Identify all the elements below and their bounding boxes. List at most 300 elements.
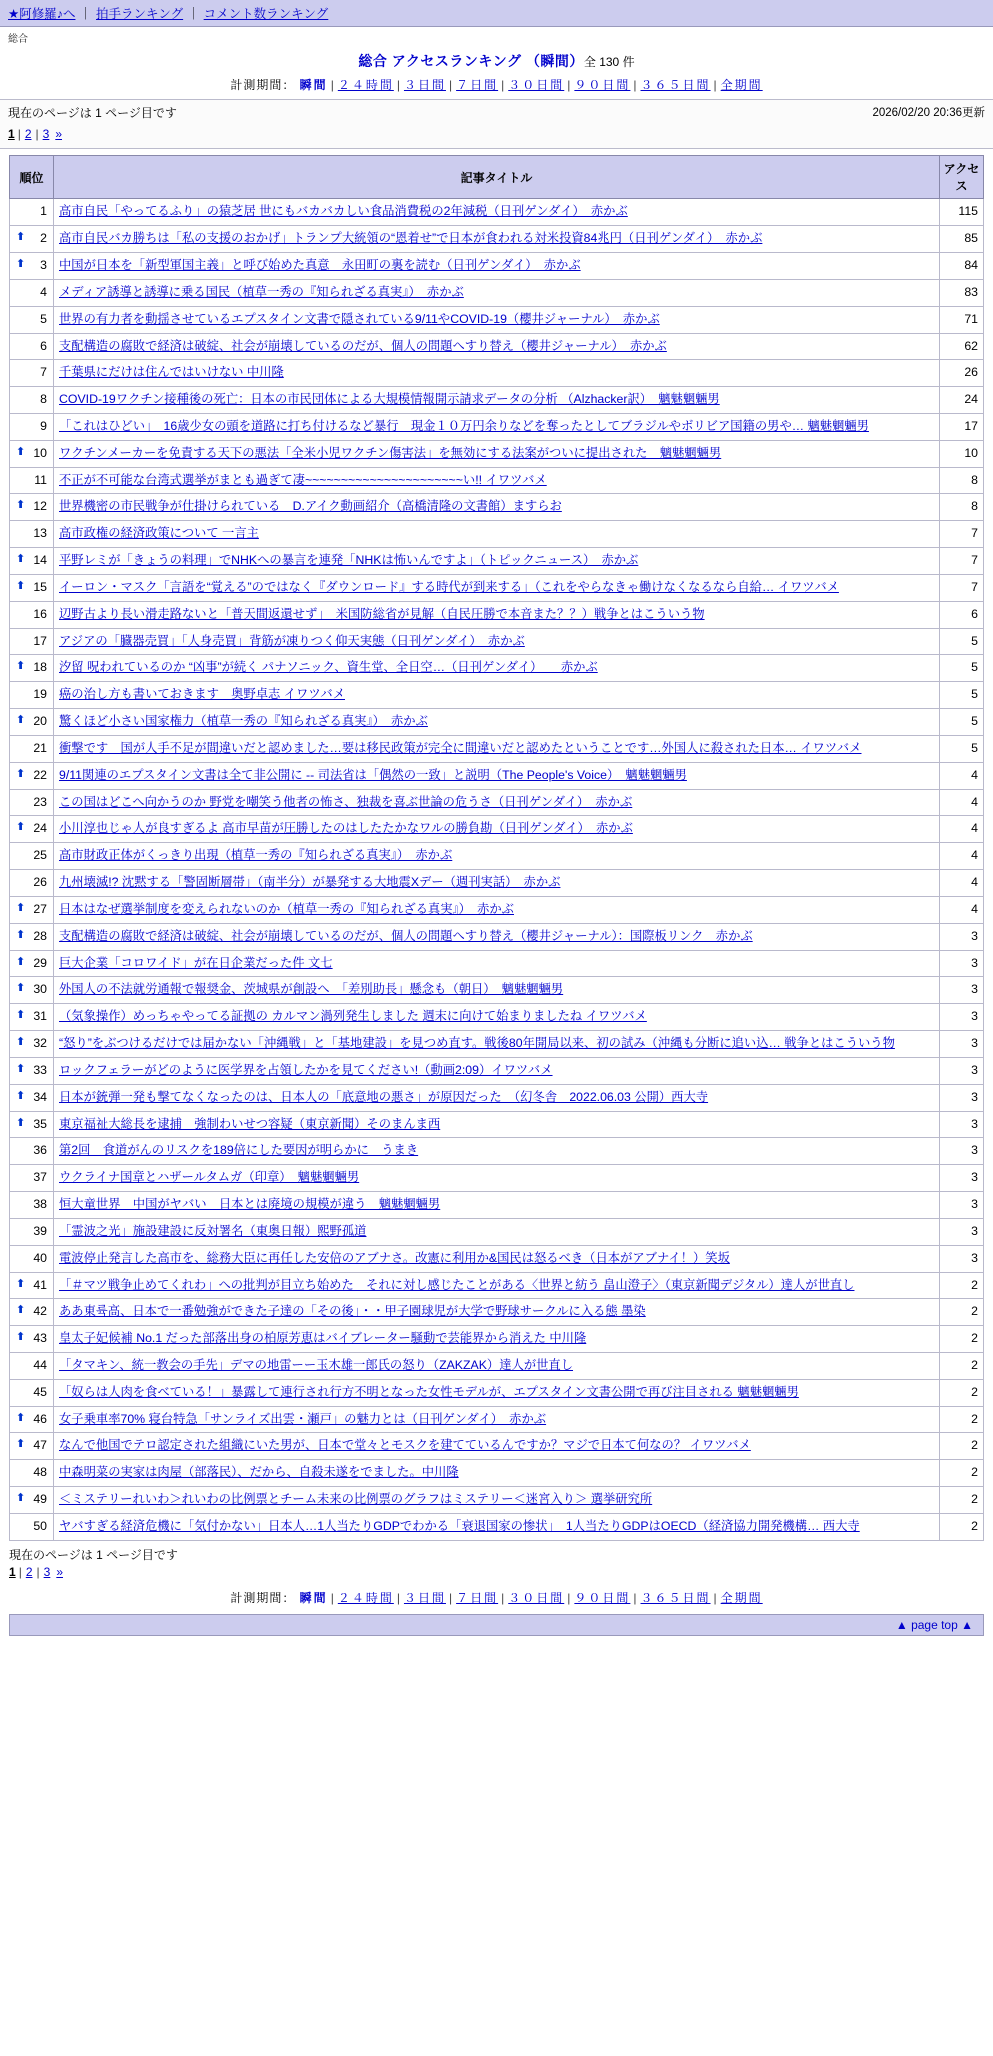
rank-cell: [10, 1057, 54, 1084]
rank-up-arrow-icon: ⬆: [16, 714, 26, 727]
rank-cell: [10, 279, 54, 306]
article-title-link[interactable]: この国はどこへ向かうのか 野党を嘲笑う他者の怖さ、独裁を喜ぶ世論の危うさ（日刊ゲンダイ） 赤かぶ: [59, 794, 633, 809]
rank-cell: [10, 1299, 54, 1326]
article-title-cell: [54, 601, 940, 628]
table-row: [10, 548, 984, 575]
article-title-cell: [54, 467, 940, 494]
rank-cell: [10, 1326, 54, 1353]
table-row: [10, 226, 984, 253]
article-title-link[interactable]: 第2回 食道がんのリスクを189倍にした要因が明らかに うまき: [59, 1143, 419, 1158]
period-option-3d-top[interactable]: ３日間: [403, 78, 446, 92]
access-count-cell: 4: [940, 789, 984, 816]
article-title-link[interactable]: 女子乗車率70% 寝台特急「サンライズ出雲・瀬戸」の魅力とは（日刊ゲンダイ） 赤かぶ: [59, 1411, 547, 1426]
rank-number: 40: [33, 1250, 47, 1265]
table-row: [10, 896, 984, 923]
rank-up-arrow-icon: ⬆: [16, 1062, 26, 1075]
access-count-cell: 3: [940, 1138, 984, 1165]
rank-up-arrow-icon: ⬆: [16, 1331, 26, 1344]
article-title-link[interactable]: ウクライナ国章とハザールタムガ（印章） 魑魅魍魎男: [59, 1170, 360, 1185]
page-top-link[interactable]: ▲ page top ▲: [895, 1617, 973, 1632]
rank-number: 16: [33, 606, 47, 621]
rank-number: 5: [40, 311, 47, 326]
period-option-all-top[interactable]: 全期間: [720, 78, 763, 92]
access-count-cell: 3: [940, 1218, 984, 1245]
rank-up-arrow-icon: ⬆: [16, 660, 26, 673]
article-title-cell: [54, 333, 940, 360]
table-row: [10, 360, 984, 387]
article-title-cell: [54, 279, 940, 306]
article-title-link[interactable]: 「これはひどい」 16歳少女の頭を道路に打ち付けるなど暴行 現金１０万円余りなどを奪ったとしてブラジルやボリビア国籍の男や… 魑魅魍魎男: [59, 419, 869, 433]
article-title-cell: [54, 440, 940, 467]
access-count-cell: 2: [940, 1352, 984, 1379]
rank-up-arrow-icon: ⬆: [16, 982, 26, 995]
article-title-cell: [54, 306, 940, 333]
access-count-cell: 3: [940, 977, 984, 1004]
rank-cell: [10, 387, 54, 414]
table-row: [10, 333, 984, 360]
rank-cell: [10, 628, 54, 655]
rank-number: 11: [34, 472, 47, 487]
article-title-cell: [54, 628, 940, 655]
period-option-all-bottom[interactable]: 全期間: [720, 1590, 763, 1605]
table-row: [10, 1084, 984, 1111]
article-title-link[interactable]: 癌の治し方も書いておきます 奥野卓志 イワツバメ: [59, 687, 345, 702]
table-row: [10, 1487, 984, 1514]
page-title: 総合 アクセスランキング （瞬間）: [358, 53, 584, 69]
article-title-link[interactable]: ロックフェラーがどのように医学界を占領したかを見てください!（動画2:09）イワツバメ: [59, 1062, 553, 1077]
period-option-7d-bottom[interactable]: ７日間: [456, 1590, 499, 1605]
access-count-cell: 4: [940, 762, 984, 789]
rank-cell: [10, 226, 54, 253]
article-title-cell: [54, 414, 940, 441]
access-count-cell: 2: [940, 1379, 984, 1406]
article-title-link[interactable]: メディア誘導と誘導に乗る国民（植草一秀の『知られざる真実』） 赤かぶ: [59, 284, 464, 299]
article-title-link[interactable]: 日本が銃弾一発も撃てなくなったのは、日本人の「底意地の悪さ」が原因だった （幻冬舎 2022.06.03 公開）西大寺: [59, 1089, 709, 1104]
period-label-top: 計測期間：: [230, 78, 296, 92]
article-title-link[interactable]: 支配構造の腐敗で経済は破綻、社会が崩壊しているのだが、個人の問題へすり替え（櫻井ジャーナル）：国際板リンク 赤かぶ: [59, 928, 753, 943]
access-count-cell: 26: [940, 360, 984, 387]
article-title-cell: [54, 387, 940, 414]
rank-cell: [10, 333, 54, 360]
rank-number: 42: [33, 1304, 47, 1319]
rank-number: 34: [33, 1089, 47, 1104]
table-row: [10, 387, 984, 414]
rank-number: 7: [40, 365, 47, 380]
rank-cell: [10, 1272, 54, 1299]
article-title-link[interactable]: 高市自民バカ勝ちは「私の支援のおかげ」トランプ大統領の“恩着せ”で日本が食われる対米投資84兆円（日刊ゲンダイ） 赤かぶ: [59, 231, 763, 246]
article-title-link[interactable]: 九州壊滅!? 沈黙する「警固断層帯」（南半分）が暴発する大地震Xデー（週刊実話） 赤かぶ: [59, 875, 561, 890]
table-row: [10, 1031, 984, 1058]
article-title-cell: [54, 923, 940, 950]
rank-cell: [10, 1138, 54, 1165]
rank-up-arrow-icon: ⬆: [16, 258, 26, 271]
page-link-1-top[interactable]: 1: [8, 127, 15, 142]
column-header-rank: 順位: [10, 156, 54, 199]
rank-number: 12: [33, 499, 47, 514]
article-title-link[interactable]: 高市財政正体がくっきり出現（植草一秀の『知られざる真実』） 赤かぶ: [59, 848, 453, 863]
rank-number: 2: [40, 231, 47, 246]
access-count-cell: 8: [940, 467, 984, 494]
rank-cell: [10, 1379, 54, 1406]
table-row: [10, 467, 984, 494]
access-count-cell: 4: [940, 843, 984, 870]
rank-cell: [10, 816, 54, 843]
table-row: [10, 1245, 984, 1272]
rank-cell: [10, 548, 54, 575]
rank-number: 27: [33, 901, 47, 916]
article-title-cell: [54, 360, 940, 387]
article-title-cell: [54, 762, 940, 789]
article-title-cell: [54, 1272, 940, 1299]
access-count-cell: 6: [940, 601, 984, 628]
table-row: [10, 414, 984, 441]
article-title-link[interactable]: 高市自民「やってるふり」の猿芝居 世にもバカバカしい食品消費税の2年減税（日刊ゲンダイ） 赤かぶ: [59, 204, 628, 219]
period-selector-top: 計測期間： 瞬間 | ２４時間 | ３日間 | ７日間 | ３０日間 | ９０日間 | ３６５日間 | 全期間: [230, 78, 763, 92]
rank-number: 39: [33, 1223, 47, 1238]
rank-number: 29: [33, 955, 47, 970]
table-row: [10, 1165, 984, 1192]
page-top-bar[interactable]: [9, 1614, 984, 1636]
access-count-cell: 3: [940, 1031, 984, 1058]
access-count-cell: 8: [940, 494, 984, 521]
article-title-link[interactable]: 外国人の不法就労通報で報奨金、茨城県が創設へ 「差別助長」懸念も（朝日） 魑魅魍魎男: [59, 982, 564, 997]
article-title-cell: [54, 1487, 940, 1514]
pagination-bottom: 1 | 2 | 3 »: [9, 1564, 63, 1579]
page-status-bar-top: [0, 99, 993, 149]
article-title-cell: [54, 199, 940, 226]
rank-cell: [10, 1406, 54, 1433]
rank-number: 8: [40, 392, 47, 407]
article-title-link[interactable]: COVID-19ワクチン接種後の死亡：日本の市民団体による大規模情報開示請求データの分析 （Alzhacker訳） 魑魅魍魎男: [59, 392, 720, 407]
article-title-link[interactable]: 衝撃です 国が人手不足が間違いだと認めました…要は移民政策が完全に間違いだと認めたということです…外国人に殺された日本… イワツバメ: [59, 740, 862, 755]
period-option-24h-top[interactable]: ２４時間: [337, 78, 394, 92]
article-title-cell: [54, 870, 940, 897]
article-title-link[interactable]: 巨大企業「コロワイド」が在日企業だった件 文七: [59, 955, 333, 970]
access-count-cell: 62: [940, 333, 984, 360]
article-title-link[interactable]: 電波停止発言した高市を、総務大臣に再任した安倍のアブナさ。改憲に利用か&国民は怒るべき（日本がアブナイ！）笑坂: [59, 1250, 730, 1265]
rank-up-arrow-icon: ⬆: [16, 445, 26, 458]
table-row: [10, 521, 984, 548]
access-count-cell: 24: [940, 387, 984, 414]
article-title-cell: [54, 682, 940, 709]
article-title-link[interactable]: ああ東륙高、日本で一番勉強ができた子達の「その後」・・甲子園球児が大学で野球サークルに入る態 墨染: [59, 1304, 646, 1319]
rank-up-arrow-icon: ⬆: [16, 928, 26, 941]
table-row: [10, 1379, 984, 1406]
article-title-cell: [54, 789, 940, 816]
rank-up-arrow-icon: ⬆: [16, 1089, 26, 1102]
rank-number: 14: [33, 553, 47, 568]
article-title-link[interactable]: なんで他国でテロ認定された組織にいた男が、日本で堂々とモスクを建てているんですか？マジで日本て何なの？ イワツバメ: [59, 1438, 751, 1453]
article-title-link[interactable]: 中国が日本を「新型軍国主義」と呼び始めた真意 永田町の裏を読む（日刊ゲンダイ） 赤かぶ: [59, 258, 581, 273]
rank-up-arrow-icon: ⬆: [16, 1036, 26, 1049]
rank-number: 6: [40, 338, 47, 353]
article-title-cell: [54, 494, 940, 521]
page-link-2-bottom[interactable]: 2: [25, 1564, 33, 1579]
rank-cell: [10, 682, 54, 709]
table-row: [10, 816, 984, 843]
article-title-cell: [54, 843, 940, 870]
breadcrumb: 総合: [8, 34, 28, 45]
article-title-cell: [54, 816, 940, 843]
top-navigation-bar: [0, 0, 993, 27]
rank-cell: [10, 870, 54, 897]
access-count-cell: 85: [940, 226, 984, 253]
nav-link-applause-ranking[interactable]: 拍手ランキング: [95, 7, 184, 21]
current-page-text-bottom: 現在のページは 1 ページ目です: [9, 1547, 178, 1562]
rank-number: 21: [33, 740, 47, 755]
access-count-cell: 3: [940, 950, 984, 977]
rank-cell: [10, 306, 54, 333]
rank-cell: [10, 1218, 54, 1245]
nav-link-home[interactable]: ★阿修羅♪へ: [8, 7, 76, 21]
rank-cell: [10, 923, 54, 950]
rank-cell: [10, 440, 54, 467]
article-title-link[interactable]: 高市政権の経済政策について 一言主: [59, 526, 259, 541]
article-title-link[interactable]: 驚くほど小さい国家権力（植草一秀の『知られざる真実』） 赤かぶ: [59, 714, 428, 729]
rank-cell: [10, 1433, 54, 1460]
article-title-cell: [54, 1084, 940, 1111]
period-label-bottom: 計測期間：: [230, 1590, 296, 1605]
column-header-title: 記事タイトル: [54, 156, 940, 199]
rank-number: 50: [33, 1518, 47, 1533]
article-title-link[interactable]: アジアの「臓器売買」「人身売買」背筋が凍りつく仰天実態（日刊ゲンダイ） 赤かぶ: [59, 633, 525, 648]
rank-number: 25: [33, 848, 47, 863]
nav-separator-2: ｜: [187, 7, 200, 21]
article-title-cell: [54, 655, 940, 682]
rank-number: 20: [33, 714, 47, 729]
article-title-link[interactable]: 辺野古より長い滑走路ないと「普天間返還せず」 米国防総省が見解（自民圧勝で本音また？？）戦争とはこういう物: [59, 606, 705, 621]
rank-number: 45: [33, 1384, 47, 1399]
rank-cell: [10, 414, 54, 441]
page-link-2-top[interactable]: 2: [24, 127, 32, 142]
nav-link-comment-ranking[interactable]: コメント数ランキング: [203, 7, 329, 21]
article-title-link[interactable]: 不正が不可能な台湾式選挙がまとも過ぎて凄~~~~~~~~~~~~~~~~~~~~~~い!! イワツバメ: [59, 472, 547, 487]
table-row: [10, 1272, 984, 1299]
rank-number: 35: [33, 1116, 47, 1131]
table-row: [10, 279, 984, 306]
total-count: 全 130 件: [583, 55, 635, 69]
article-title-cell: [54, 1299, 940, 1326]
table-row: [10, 628, 984, 655]
article-title-link[interactable]: 平野レミが「きょうの料理」でNHKへの暴言を連発「NHKは怖いんですよ」（トピックニュース） 赤かぶ: [59, 553, 639, 568]
rank-number: 3: [40, 258, 47, 273]
table-row: [10, 574, 984, 601]
article-title-link[interactable]: 「霊波之光」施設建設に反対署名（東奥日報）熙野孤道: [59, 1223, 367, 1238]
period-option-30d-bottom[interactable]: ３０日間: [508, 1590, 565, 1605]
period-option-24h-bottom[interactable]: ２４時間: [337, 1590, 394, 1605]
rank-number: 26: [33, 875, 47, 890]
rank-number: 49: [33, 1492, 47, 1507]
period-option-current-top[interactable]: 瞬間: [299, 78, 328, 92]
rank-up-arrow-icon: ⬆: [16, 901, 26, 914]
access-count-cell: 84: [940, 253, 984, 280]
table-row: [10, 1057, 984, 1084]
article-title-link[interactable]: 「タマキン、統一教会の手先」デマの地雷ーー玉木雄一郎氏の怒り（ZAKZAK）達人が世直し: [59, 1357, 574, 1372]
article-title-cell: [54, 1513, 940, 1540]
article-title-link[interactable]: 世界の有力者を動揺させているエプスタイン文書で隠されている9/11やCOVID-19（櫻井ジャーナル） 赤かぶ: [59, 311, 660, 326]
table-row: [10, 709, 984, 736]
rank-cell: [10, 601, 54, 628]
access-count-cell: 3: [940, 1057, 984, 1084]
table-row: [10, 1513, 984, 1540]
table-row: [10, 923, 984, 950]
article-title-cell: [54, 253, 940, 280]
article-title-cell: [54, 1057, 940, 1084]
article-title-link[interactable]: （気象操作）めっちゃやってる証拠の カルマン渦列発生しました 週末に向けて始まりましたね イワツバメ: [59, 1009, 647, 1024]
rank-number: 19: [33, 687, 47, 702]
period-option-3d-bottom[interactable]: ３日間: [403, 1590, 446, 1605]
table-row: [10, 601, 984, 628]
article-title-cell: [54, 1433, 940, 1460]
access-count-cell: 5: [940, 628, 984, 655]
rank-up-arrow-icon: ⬆: [16, 1009, 26, 1022]
article-title-link[interactable]: ＜ミステリーれいわ＞れいわの比例票とチーム未来の比例票のグラフはミステリー＜迷宮入り＞ 選挙研究所: [59, 1492, 653, 1507]
rank-number: 32: [33, 1036, 47, 1051]
page-link-next-bottom[interactable]: »: [56, 1564, 63, 1579]
period-option-current-bottom[interactable]: 瞬間: [299, 1590, 328, 1605]
rank-number: 47: [33, 1438, 47, 1453]
access-count-cell: 2: [940, 1513, 984, 1540]
article-title-link[interactable]: 支配構造の腐敗で経済は破綻、社会が崩壊しているのだが、個人の問題へすり替え（櫻井ジャーナル） 赤かぶ: [59, 338, 667, 353]
article-title-link[interactable]: 「＃マツ戦争止めてくれわ」への批判が目立ち始めた それに対し感じたことがある〈世界と紡う 畠山澄子〉（東京新聞デジタル）達人が世直し: [59, 1277, 855, 1292]
rank-number: 18: [33, 660, 47, 675]
article-title-link[interactable]: 9/11関連のエプスタイン文書は全て非公開に -- 司法省は「偶然の一致」と説明（The People's Voice） 魑魅魍魎男: [59, 767, 687, 782]
rank-cell: [10, 467, 54, 494]
page-link-3-bottom[interactable]: 3: [43, 1564, 51, 1579]
period-option-90d-bottom[interactable]: ９０日間: [574, 1590, 631, 1605]
page-link-next-top[interactable]: »: [55, 127, 62, 142]
updated-timestamp: 2026/02/20 20:36更新: [872, 107, 985, 119]
rank-number: 37: [33, 1170, 47, 1185]
rank-number: 30: [33, 982, 47, 997]
rank-cell: [10, 1111, 54, 1138]
table-row: [10, 440, 984, 467]
period-option-365d-bottom[interactable]: ３６５日間: [640, 1590, 711, 1605]
article-title-cell: [54, 1352, 940, 1379]
rank-cell: [10, 1245, 54, 1272]
rank-number: 48: [33, 1465, 47, 1480]
current-page-text-top: 現在のページは 1 ページ目です: [8, 106, 177, 120]
table-row: [10, 253, 984, 280]
rank-number: 36: [33, 1143, 47, 1158]
rank-up-arrow-icon: ⬆: [16, 1277, 26, 1290]
table-row: [10, 1352, 984, 1379]
article-title-link[interactable]: 東京福祉大総長を逮捕 強制わいせつ容疑（東京新聞）そのまんま西: [59, 1116, 441, 1131]
article-title-link[interactable]: ヤバすぎる経済危機に「気付かない」日本人…1人当たりGDPでわかる「衰退国家の惨状」 1人当たりGDPはOECD（経済協力開発機構… 西大寺: [59, 1518, 860, 1533]
table-row: [10, 843, 984, 870]
page-link-3-top[interactable]: 3: [42, 127, 50, 142]
table-row: [10, 789, 984, 816]
rank-number: 15: [33, 579, 47, 594]
article-title-link[interactable]: 千葉県にだけは住んではいけない 中川隆: [59, 365, 284, 380]
article-title-cell: [54, 1406, 940, 1433]
table-row: [10, 1192, 984, 1219]
rank-cell: [10, 1165, 54, 1192]
article-title-cell: [54, 1460, 940, 1487]
access-count-cell: 2: [940, 1460, 984, 1487]
access-count-cell: 115: [940, 199, 984, 226]
table-row: [10, 870, 984, 897]
table-row: [10, 1299, 984, 1326]
access-count-cell: 7: [940, 574, 984, 601]
rank-cell: [10, 1513, 54, 1540]
period-option-365d-top[interactable]: ３６５日間: [640, 78, 711, 92]
table-row: [10, 682, 984, 709]
article-title-link[interactable]: 「奴らは人肉を食べている！」暴露して連行され行方不明となった女性モデルが、エプスタイン文書公開で再び注目される 魑魅魍魎男: [59, 1384, 799, 1399]
article-title-cell: [54, 1004, 940, 1031]
access-count-cell: 3: [940, 1192, 984, 1219]
rank-number: 28: [33, 928, 47, 943]
access-count-cell: 4: [940, 816, 984, 843]
rank-number: 41: [33, 1277, 47, 1292]
article-title-cell: [54, 1031, 940, 1058]
table-row: [10, 735, 984, 762]
rank-number: 43: [33, 1331, 47, 1346]
article-title-link[interactable]: 日本はなぜ選挙制度を変えられないのか（植草一秀の『知られざる真実』） 赤かぶ: [59, 901, 514, 916]
rank-cell: [10, 843, 54, 870]
rank-number: 4: [40, 284, 47, 299]
access-count-cell: 3: [940, 1004, 984, 1031]
table-row: [10, 1433, 984, 1460]
table-row: [10, 1138, 984, 1165]
article-title-link[interactable]: 中森明菜の実家は肉屋（部落民）、だから、自殺未遂をでました。中川隆: [59, 1465, 459, 1480]
table-row: [10, 199, 984, 226]
article-title-cell: [54, 709, 940, 736]
rank-number: 24: [33, 821, 47, 836]
pagination-top: 1 | 2 | 3 »: [8, 127, 62, 142]
rank-number: 31: [33, 1009, 47, 1024]
access-count-cell: 3: [940, 1245, 984, 1272]
rank-up-arrow-icon: ⬆: [16, 767, 26, 780]
table-row: [10, 1218, 984, 1245]
article-title-cell: [54, 1111, 940, 1138]
rank-cell: [10, 494, 54, 521]
article-title-link[interactable]: 皇太子妃候補 No.1 だった部落出身の柏原芳恵はバイブレーター騒動で芸能界から消えた 中川隆: [59, 1331, 587, 1346]
access-count-cell: 2: [940, 1272, 984, 1299]
table-row: [10, 950, 984, 977]
rank-number: 17: [33, 633, 47, 648]
article-title-link[interactable]: “怒り”をぶつけるだけでは届かない「沖縄戦」と「基地建設」を見つめ直す。戦後80年開局以来、初の試み（沖縄も分断に追い込… 戦争とはこういう物: [59, 1036, 895, 1051]
rank-up-arrow-icon: ⬆: [16, 553, 26, 566]
table-row: [10, 762, 984, 789]
period-option-7d-top[interactable]: ７日間: [456, 78, 499, 92]
rank-up-arrow-icon: ⬆: [16, 231, 26, 244]
article-title-link[interactable]: 小川淳也じゃ人が良すぎるよ 高市早苗が圧勝したのはしたたかなワルの勝負勘（日刊ゲンダイ） 赤かぶ: [59, 821, 633, 836]
article-title-link[interactable]: ワクチンメーカーを免責する天下の悪法「全米小児ワクチン傷害法」を無効にする法案がついに提出された 魑魅魍魎男: [59, 445, 722, 460]
period-option-30d-top[interactable]: ３０日間: [508, 78, 565, 92]
rank-cell: [10, 896, 54, 923]
table-row: [10, 494, 984, 521]
table-header-row: [10, 156, 984, 199]
rank-up-arrow-icon: ⬆: [16, 1304, 26, 1317]
period-option-90d-top[interactable]: ９０日間: [574, 78, 631, 92]
article-title-link[interactable]: 汐留 呪われているのか “凶事”が続く パナソニック、資生堂、全日空…（日刊ゲンダイ） 赤かぶ: [59, 660, 598, 675]
access-count-cell: 7: [940, 521, 984, 548]
page-link-1-bottom[interactable]: 1: [9, 1564, 16, 1579]
table-row: [10, 1406, 984, 1433]
article-title-link[interactable]: イーロン・マスク「言語を“覚える”のではなく『ダウンロード』する時代が到来する」（これをやらなきゃ働けなくなるなら自給… イワツバメ: [59, 579, 839, 594]
rank-number: 38: [33, 1197, 47, 1212]
rank-up-arrow-icon: ⬆: [16, 1116, 26, 1129]
access-count-cell: 5: [940, 709, 984, 736]
article-title-cell: [54, 977, 940, 1004]
article-title-link[interactable]: 恒大童世界 中国がヤバい 日本とは廃境の規模が違う 魑魅魍魎男: [59, 1197, 441, 1212]
access-count-cell: 3: [940, 923, 984, 950]
access-count-cell: 5: [940, 735, 984, 762]
article-title-link[interactable]: 世界機密の市民戦争が仕掛けられている D.アイク動画紹介（高橋清隆の文書館）ますらお: [59, 499, 562, 514]
rank-cell: [10, 655, 54, 682]
article-title-cell: [54, 896, 940, 923]
